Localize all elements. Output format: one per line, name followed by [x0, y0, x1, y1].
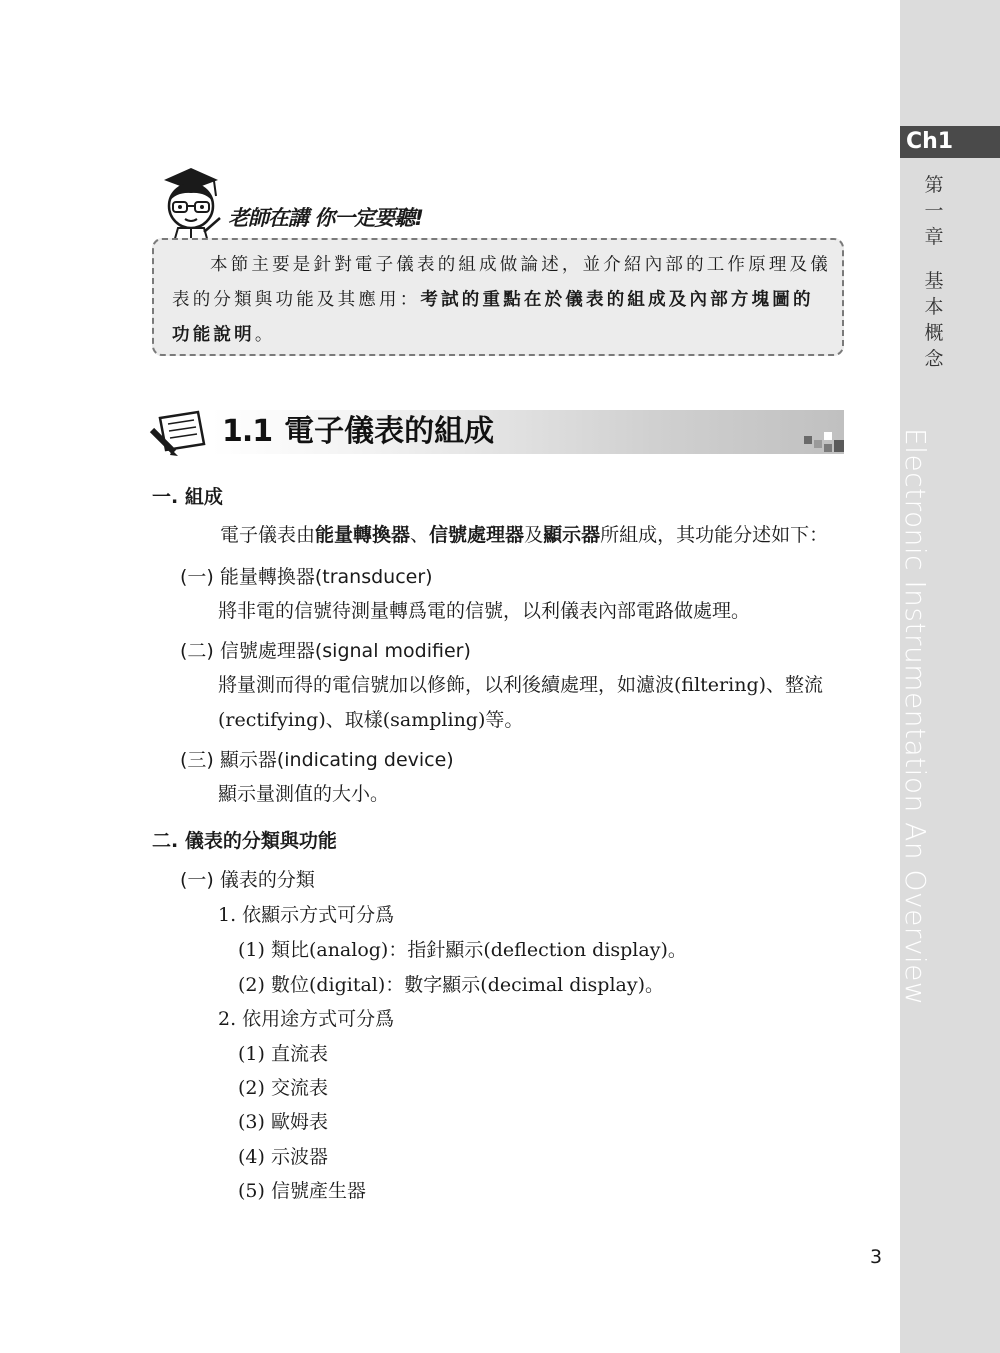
- note-end: 。: [254, 325, 276, 345]
- part2-heading: 二. 儀表的分類與功能: [152, 830, 337, 852]
- teacher-mascot-icon: [160, 166, 222, 242]
- list-item: (1) 直流表: [238, 1043, 328, 1065]
- list-item: (4) 示波器: [238, 1146, 328, 1168]
- intro-bold-display: 顯示器: [543, 524, 601, 546]
- decorative-blocks: [804, 432, 844, 454]
- item-desc-cont: (rectifying)、取樣(sampling)等。: [218, 709, 524, 731]
- list-item: (2) 數位(digital)：數字顯示(decimal display)。: [238, 974, 664, 996]
- chapter-label-char: 章: [924, 226, 944, 248]
- list-item: (3) 歐姆表: [238, 1111, 328, 1133]
- item-desc: 將非電的信號待測量轉爲電的信號，以利儀表內部電路做處理。: [218, 600, 751, 622]
- chapter-label-char: 一: [924, 200, 944, 222]
- chapter-label-char: 念: [924, 348, 944, 370]
- chapter-label-gap: [920, 250, 948, 268]
- section-number: 1.1: [222, 414, 273, 449]
- chapter-label-char: 概: [924, 322, 944, 344]
- section-title: 電子儀表的組成: [284, 414, 495, 449]
- page-number: 3: [870, 1246, 883, 1268]
- teacher-note-text: [172, 248, 832, 353]
- list-item: (1) 類比(analog)：指針顯示(deflection display)。: [238, 939, 687, 961]
- note-plain: 本節主要是針對電子儀表的組成做論述，並介紹內部的工作原理及儀表的分類與功能及其應用：: [172, 255, 831, 310]
- intro-mid: 及: [524, 524, 544, 546]
- intro-pre: 電子儀表由: [220, 524, 316, 546]
- intro-bold-transducer: 能量轉換器: [315, 524, 411, 546]
- chapter-label-char: 本: [924, 296, 944, 318]
- group-label: 2. 依用途方式可分爲: [218, 1008, 395, 1030]
- item-label: (二) 信號處理器(signal modifier): [180, 640, 471, 662]
- part1-heading: 一. 組成: [152, 486, 223, 508]
- intro-sep: 、: [410, 524, 430, 546]
- intro-bold-modifier: 信號處理器: [429, 524, 525, 546]
- list-item: (5) 信號產生器: [238, 1180, 366, 1202]
- item-label: (三) 顯示器(indicating device): [180, 749, 454, 771]
- part1-intro: [220, 520, 828, 547]
- chapter-vertical-label: [920, 172, 948, 372]
- note-bold: 考試的重點在於儀表的組成及內部方塊圖的功能說明: [172, 290, 814, 345]
- chapter-english-title: Electronic Instrumentation An Overview: [899, 428, 932, 1006]
- notebook-pen-icon: [148, 410, 206, 456]
- list-item: (2) 交流表: [238, 1077, 328, 1099]
- teacher-callout-title: 老師在講 你一定要聽!: [228, 206, 423, 230]
- part2-subheading: (一) 儀表的分類: [180, 869, 315, 891]
- intro-post: 所組成，其功能分述如下：: [600, 524, 829, 546]
- chapter-label-char: 第: [924, 174, 944, 196]
- chapter-label-char: 基: [924, 270, 944, 292]
- item-label: (一) 能量轉換器(transducer): [180, 566, 433, 588]
- item-desc: 將量測而得的電信號加以修飾，以利後續處理，如濾波(filtering)、整流: [218, 674, 824, 696]
- chapter-tab: Ch1: [900, 126, 1000, 158]
- item-desc: 顯示量測值的大小。: [218, 783, 390, 805]
- section-heading: [222, 410, 494, 454]
- group-label: 1. 依顯示方式可分爲: [218, 904, 395, 926]
